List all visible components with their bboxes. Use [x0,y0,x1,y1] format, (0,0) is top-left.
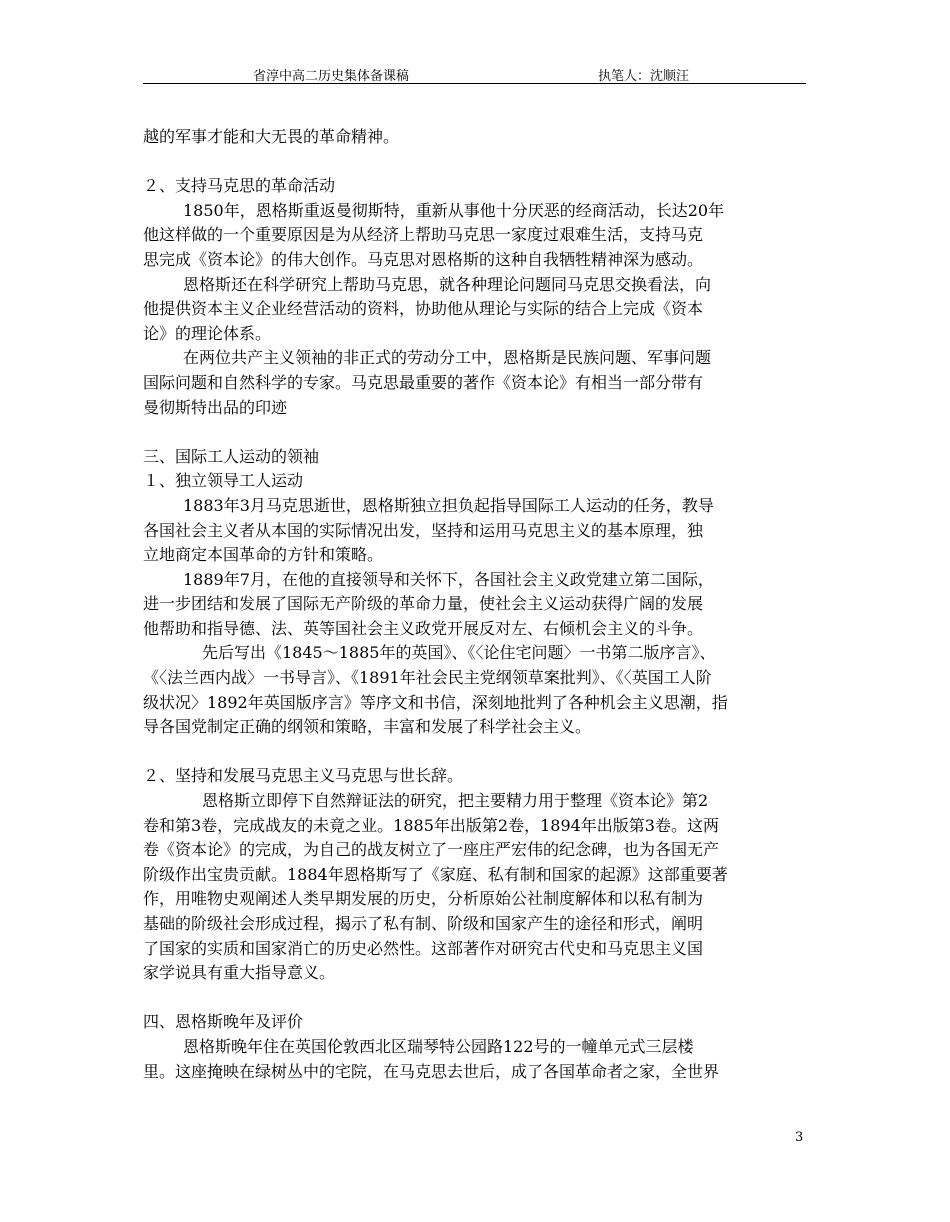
chapter-heading: 三、国际工人运动的领袖 [143,446,320,466]
page-header [143,64,806,84]
header-title: 省淳中高二历史集体备课稿 [253,69,410,84]
body-line: 恩格斯晚年住在英国伦敦西北区瑞琴特公园路122号的一幢单元式三层楼 [183,1036,694,1056]
document-body [143,125,807,1084]
body-line: 《〈法兰西内战〉一书导言》、《1891年社会民主党纲领草案批判》、《〈英国工人阶 [143,668,712,688]
blank-line [143,150,807,175]
body-line: 作，用唯物史观阐述人类早期发展的历史，分析原始公社制度解体和以私有制为 [143,889,704,909]
body-line: 1883年3月马克思逝世，恩格斯独立担负起指导国际工人运动的任务，教导 [183,495,714,515]
section-heading: ２、支持马克思的革命活动 [143,176,336,196]
body-line: 1889年7月，在他的直接领导和关怀下，各国社会主义政党建立第二国际， [183,569,714,589]
body-line: 基础的阶级社会形成过程，揭示了私有制、阶级和国家产生的途径和形式，阐明 [143,914,704,933]
body-line: 曼彻斯特出品的印迹 [143,397,288,417]
page-number: 3 [795,1130,804,1145]
body-line: 导各国党制定正确的纲领和策略，丰富和发展了科学社会主义。 [143,717,592,737]
body-line: 越的军事才能和大无畏的革命精神。 [143,127,400,146]
body-line: 1850年，恩格斯重返曼彻斯特，重新从事他十分厌恶的经商活动，长达20年 [183,200,725,220]
section-heading: ２、坚持和发展马克思主义马克思与世长辞。 [143,766,464,786]
body-line: 各国社会主义者从本国的实际情况出发，坚持和运用马克思主义的基本原理，独 [143,520,704,540]
body-line: 卷《资本论》的完成，为自己的战友树立了一座庄严宏伟的纪念碑，也为各国无产 [143,840,720,860]
body-line: 立地商定本国革命的方针和策略。 [143,545,384,565]
body-line: 恩格斯立即停下自然辩证法的研究，把主要精力用于整理《资本论》第2 [202,791,709,811]
header-author: 执笔人：沈顺汪 [598,69,690,84]
body-line: 家学说具有重大指导意义。 [143,963,336,983]
body-line: 在两位共产主义领袖的非正式的劳动分工中，恩格斯是民族问题、军事问题 [183,348,712,368]
section-heading: １、独立领导工人运动 [143,471,304,491]
body-line: 先后写出《1845～1885年的英国》、《〈论住宅问题〉一书第二版序言》、 [202,643,716,663]
body-line: 进一步团结和发展了国际无产阶级的革命力量，使社会主义运动获得广阔的发展 [143,594,704,614]
body-line: 他提供资本主义企业经营活动的资料，协助他从理论与实际的结合上完成《资本 [143,299,704,319]
blank-line [143,420,807,445]
blank-line [143,986,807,1011]
body-line: 卷和第3卷，完成战友的未竟之业。1885年出版第2卷，1894年出版第3卷。这两 [143,815,719,835]
body-line: 恩格斯还在科学研究上帮助马克思，就各种理论问题同马克思交换看法，向 [183,274,712,294]
body-line: 级状况〉1892年英国版序言》等序文和书信，深刻地批判了各种机会主义思潮，指 [143,692,728,712]
body-line: 思完成《资本论》的伟大创作。马克思对恩格斯的这种自我牺牲精神深为感动。 [143,249,704,269]
body-line: 阶级作出宝贵贡献。1884年恩格斯写了《家庭、私有制和国家的起源》这部重要著 [143,864,728,884]
body-line: 里。这座掩映在绿树丛中的宅院，在马克思去世后，成了各国革命者之家，全世界 [143,1061,720,1081]
blank-line [143,740,807,765]
body-line: 他帮助和指导德、法、英等国社会主义政党开展反对左、右倾机会主义的斗争。 [143,618,704,638]
body-line: 他这样做的一个重要原因是为从经济上帮助马克思一家度过艰难生活，支持马克 [143,225,704,245]
body-line: 论》的理论体系。 [143,323,272,343]
body-line: 国际问题和自然科学的专家。马克思最重要的著作《资本论》有相当一部分带有 [143,372,704,392]
body-line: 了国家的实质和国家消亡的历史必然性。这部著作对研究古代史和马克思主义国 [143,938,704,958]
chapter-heading: 四、恩格斯晚年及评价 [143,1012,304,1032]
